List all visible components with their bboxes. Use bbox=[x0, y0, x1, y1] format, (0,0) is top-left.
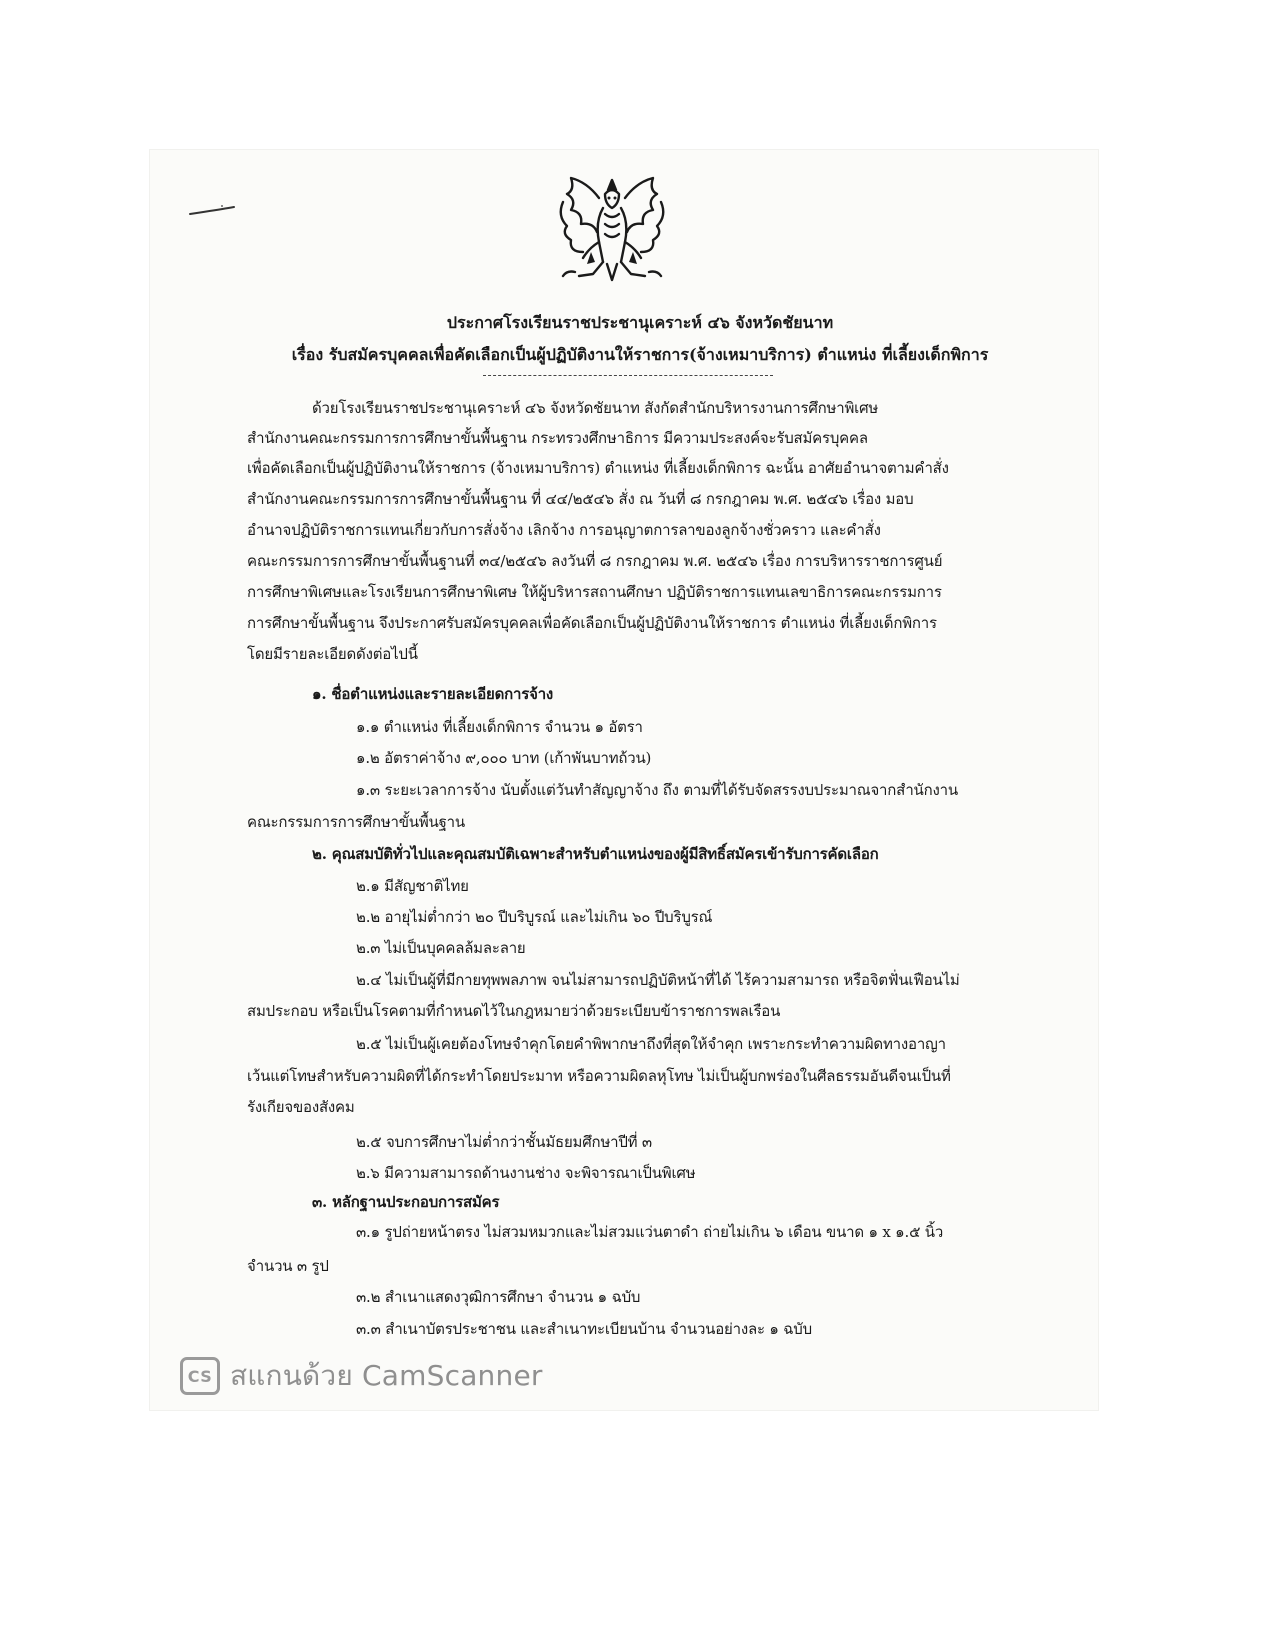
section-1-item: ๑.๑ ตำแหน่ง ที่เลี้ยงเด็กพิการ จำนวน ๑ อัตรา bbox=[356, 718, 643, 736]
section-2-item: ๒.๕ ไม่เป็นผู้เคยต้องโทษจำคุกโดยคำพิพากษาถึงที่สุดให้จำคุก เพราะกระทำความผิดทางอาญา bbox=[356, 1035, 946, 1053]
section-2-heading: ๒. คุณสมบัติทั่วไปและคุณสมบัติเฉพาะสำหรับตำแหน่งของผู้มีสิทธิ์สมัครเข้ารับการคัดเลือก bbox=[312, 845, 879, 863]
camscanner-watermark bbox=[180, 1356, 543, 1396]
section-3-item: ๓.๓ สำเนาบัตรประชาชน และสำเนาทะเบียนบ้าน จำนวนอย่างละ ๑ ฉบับ bbox=[356, 1320, 812, 1338]
section-1-item: ๑.๓ ระยะเวลาการจ้าง นับตั้งแต่วันทำสัญญาจ้าง ถึง ตามที่ได้รับจัดสรรงบประมาณจากสำนักงาน bbox=[356, 781, 958, 799]
intro-line: ด้วยโรงเรียนราชประชานุเคราะห์ ๔๖ จังหวัดชัยนาท สังกัดสำนักบริหารงานการศึกษาพิเศษ bbox=[312, 399, 879, 417]
section-3-item: ๓.๒ สำเนาแสดงวุฒิการศึกษา จำนวน ๑ ฉบับ bbox=[356, 1288, 641, 1306]
section-2-item: ๒.๕ จบการศึกษาไม่ต่ำกว่าชั้นมัธยมศึกษาปีที่ ๓ bbox=[356, 1133, 652, 1151]
intro-line: อำนาจปฏิบัติราชการแทนเกี่ยวกับการสั่งจ้าง เลิกจ้าง การอนุญาตการลาของลูกจ้างชั่วคราว และคำสั่ง bbox=[247, 521, 881, 539]
announcement-title: ประกาศโรงเรียนราชประชานุเคราะห์ ๔๖ จังหวัดชัยนาท bbox=[446, 313, 834, 332]
section-2-item-cont: เว้นแต่โทษสำหรับความผิดที่ได้กระทำโดยประมาท หรือความผิดลหุโทษ ไม่เป็นผู้บกพร่องในศีลธรรมอันดีจนเป็นที่ bbox=[247, 1067, 951, 1085]
title-divider bbox=[483, 375, 773, 376]
garuda-emblem-icon bbox=[553, 172, 671, 284]
intro-line: การศึกษาพิเศษและโรงเรียนการศึกษาพิเศษ ให้ผู้บริหารสถานศึกษา ปฏิบัติราชการแทนเลขาธิการคณะกรรมการ bbox=[247, 583, 942, 601]
section-2-item: ๒.๔ ไม่เป็นผู้ที่มีกายทุพพลภาพ จนไม่สามารถปฏิบัติหน้าที่ได้ ไร้ความสามารถ หรือจิตฟั่นเฟือนไม่ bbox=[356, 971, 960, 989]
section-2-item: ๒.๑ มีสัญชาติไทย bbox=[356, 877, 469, 895]
section-3-heading: ๓. หลักฐานประกอบการสมัคร bbox=[312, 1193, 500, 1211]
intro-line: เพื่อคัดเลือกเป็นผู้ปฏิบัติงานให้ราชการ (จ้างเหมาบริการ) ตำแหน่ง ที่เลี้ยงเด็กพิการ ฉะนั้น อาศัยอำนาจตามคำสั่ง bbox=[247, 459, 949, 477]
section-3-item-cont: จำนวน ๓ รูป bbox=[247, 1257, 329, 1275]
section-2-item: ๒.๓ ไม่เป็นบุคคลล้มละลาย bbox=[356, 939, 526, 957]
section-2-item-cont: รังเกียจของสังคม bbox=[247, 1098, 355, 1116]
intro-line: คณะกรรมการการศึกษาขั้นพื้นฐานที่ ๓๔/๒๕๔๖ ลงวันที่ ๘ กรกฎาคม พ.ศ. ๒๕๔๖ เรื่อง การบริหารราชการศูนย์ bbox=[247, 552, 943, 570]
camscanner-text: สแกนด้วย CamScanner bbox=[230, 1359, 543, 1392]
section-1-heading: ๑. ชื่อตำแหน่งและรายละเอียดการจ้าง bbox=[312, 685, 554, 703]
section-2-item-cont: สมประกอบ หรือเป็นโรคตามที่กำหนดไว้ในกฎหมายว่าด้วยระเบียบข้าราชการพลเรือน bbox=[247, 1002, 781, 1020]
section-1-item-cont: คณะกรรมการการศึกษาขั้นพื้นฐาน bbox=[247, 813, 465, 831]
section-2-item: ๒.๖ มีความสามารถด้านงานช่าง จะพิจารณาเป็นพิเศษ bbox=[356, 1164, 696, 1182]
intro-line: โดยมีรายละเอียดดังต่อไปนี้ bbox=[247, 645, 418, 663]
stray-pen-mark bbox=[188, 204, 236, 218]
section-1-item: ๑.๒ อัตราค่าจ้าง ๙,๐๐๐ บาท (เก้าพันบาทถ้วน) bbox=[356, 749, 652, 767]
section-2-item: ๒.๒ อายุไม่ต่ำกว่า ๒๐ ปีบริบูรณ์ และไม่เกิน ๖๐ ปีบริบูรณ์ bbox=[356, 908, 713, 926]
intro-line: สำนักงานคณะกรรมการการศึกษาขั้นพื้นฐาน ที่ ๔๔/๒๕๔๖ สั่ง ณ วันที่ ๘ กรกฎาคม พ.ศ. ๒๕๔๖ เรื่อง มอบ bbox=[247, 490, 914, 508]
section-3-item: ๓.๑ รูปถ่ายหน้าตรง ไม่สวมหมวกและไม่สวมแว่นตาดำ ถ่ายไม่เกิน ๖ เดือน ขนาด ๑ x ๑.๕ นิ้ว bbox=[356, 1223, 944, 1241]
announcement-subject: เรื่อง รับสมัครบุคคลเพื่อคัดเลือกเป็นผู้ปฏิบัติงานให้ราชการ(จ้างเหมาบริการ) ตำแหน่ง ที่เลี้ยงเด็กพิการ bbox=[291, 345, 989, 364]
intro-line: สำนักงานคณะกรรมการการศึกษาขั้นพื้นฐาน กระทรวงศึกษาธิการ มีความประสงค์จะรับสมัครบุคคล bbox=[247, 429, 868, 447]
intro-line: การศึกษาขั้นพื้นฐาน จึงประกาศรับสมัครบุคคลเพื่อคัดเลือกเป็นผู้ปฏิบัติงานให้ราชการ ตำแหน่ง ที่เลี้ยงเด็กพิการ bbox=[247, 614, 937, 632]
camscanner-logo-icon: CS bbox=[180, 1357, 220, 1395]
